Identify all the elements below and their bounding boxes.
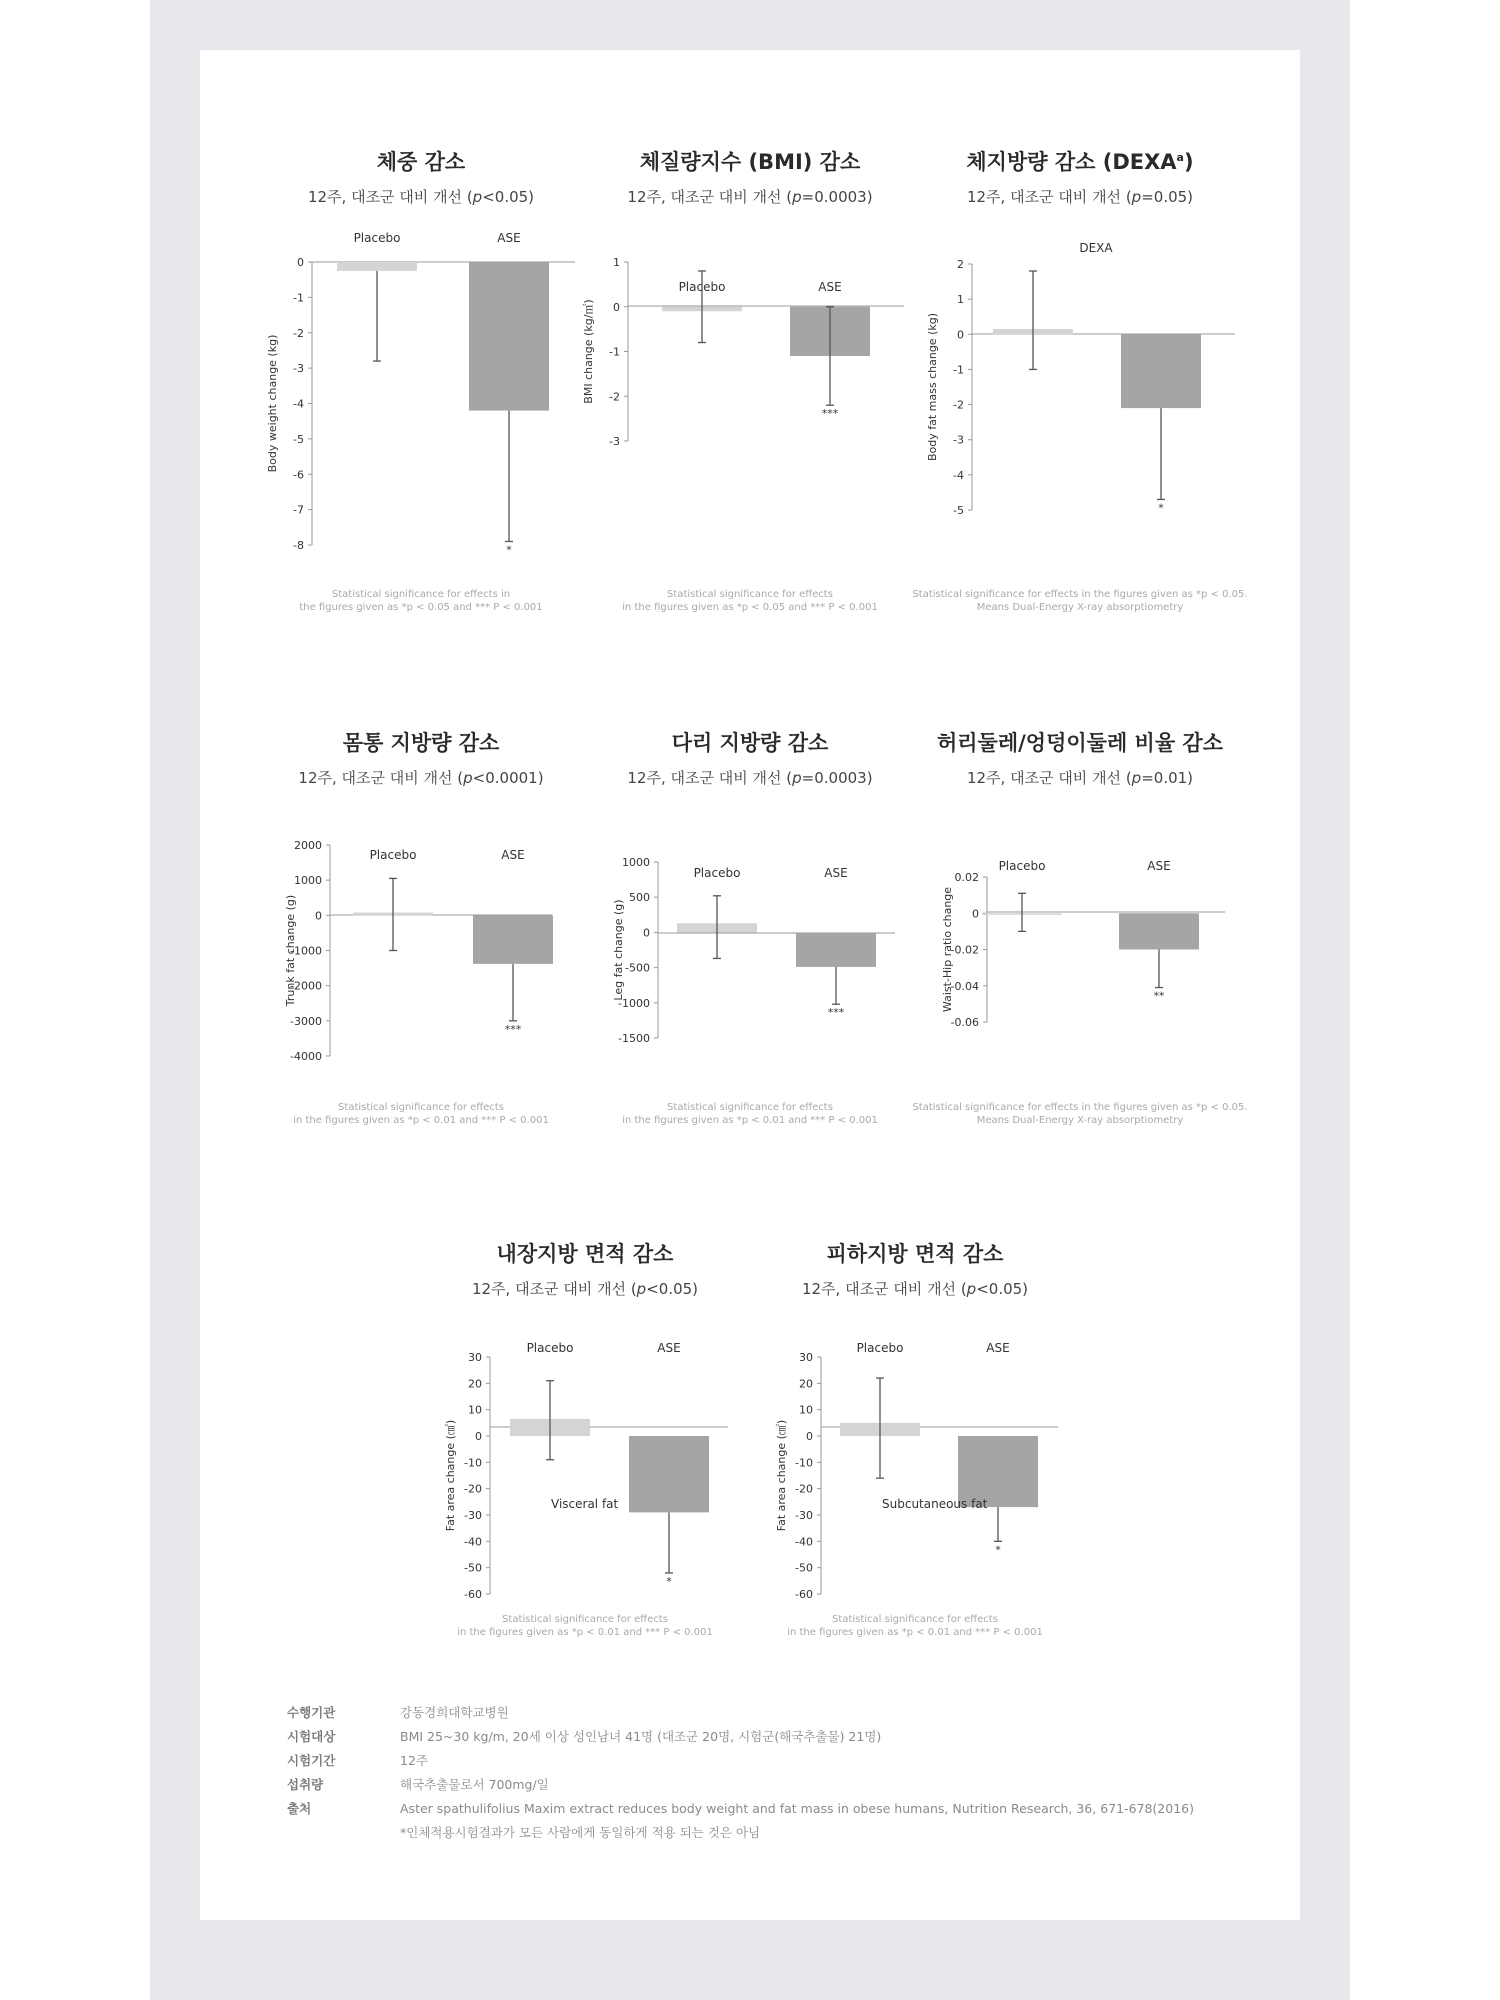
y-tick-label: 20 xyxy=(468,1377,482,1391)
y-tick-label: 10 xyxy=(799,1403,813,1417)
subtitle-p-symbol: p xyxy=(1131,188,1142,206)
footnote-line: Statistical significance for effects in the figures given as *p < 0.05. xyxy=(912,1102,1248,1113)
chart-subtitle xyxy=(880,767,1280,788)
category-label: ASE xyxy=(501,848,525,862)
bar-placebo xyxy=(337,262,417,271)
chart-subcutaneous xyxy=(775,1341,1058,1601)
info-label: 출처 xyxy=(287,1801,312,1816)
chart-subtitle xyxy=(715,1278,1115,1299)
chart-footnote xyxy=(910,588,1250,614)
subtitle-prefix: 12주, 대조군 대비 개선 ( xyxy=(298,769,464,787)
chart-title-text: 체중 감소 xyxy=(376,150,466,174)
category-label: Placebo xyxy=(856,1341,904,1355)
bar-ase xyxy=(469,262,549,411)
info-row-subjects xyxy=(287,1724,1194,1748)
y-tick-label: -1 xyxy=(609,345,620,359)
subtitle-suffix: <0.05) xyxy=(482,188,535,206)
subtitle-p-symbol: p xyxy=(636,1280,647,1298)
chart-bmi xyxy=(582,256,904,448)
y-tick-label: 10 xyxy=(468,1403,482,1417)
category-label: ASE xyxy=(824,866,848,880)
y-tick-label: -40 xyxy=(464,1535,482,1549)
y-tick-label: -5 xyxy=(953,504,964,517)
y-tick-label: -0.02 xyxy=(950,943,979,957)
category-label: Placebo xyxy=(678,280,726,294)
y-tick-label: -2 xyxy=(953,398,964,412)
y-tick-label: 0 xyxy=(806,1430,813,1443)
chart-footnote xyxy=(251,1101,591,1127)
chart-header-whr xyxy=(880,727,1280,788)
y-axis-label: Fat area change (㎠) xyxy=(775,1419,788,1532)
chart-subtitle xyxy=(880,186,1280,207)
chart-visceral xyxy=(444,1341,728,1601)
footnote-line: Statistical significance for effects xyxy=(338,1102,504,1113)
chart-title-text: 피하지방 면적 감소 xyxy=(826,1242,1004,1266)
y-tick-label: 0 xyxy=(475,1430,482,1443)
y-tick-label: -1500 xyxy=(618,1032,650,1045)
info-row-source xyxy=(287,1796,1194,1820)
y-axis-label: Fat area change (㎠) xyxy=(444,1419,457,1532)
subtitle-prefix: 12주, 대조군 대비 개선 ( xyxy=(966,769,1132,787)
footnote-line: Statistical significance for effects xyxy=(667,1102,833,1113)
footnote-line: in the figures given as *p < 0.01 and *** P < 0.001 xyxy=(622,1115,878,1126)
chart-whr xyxy=(941,859,1225,1029)
y-tick-label: -50 xyxy=(464,1561,482,1575)
y-tick-label: -2000 xyxy=(290,979,322,993)
bar-ase xyxy=(796,932,876,966)
category-label: ASE xyxy=(657,1341,681,1355)
y-tick-label: 1000 xyxy=(622,856,650,869)
y-axis-label: Leg fat change (g) xyxy=(612,899,625,1001)
footnote-line: Statistical significance for effects xyxy=(667,589,833,600)
chart-trunk xyxy=(284,839,553,1063)
bar-ase xyxy=(473,915,553,964)
subtitle-prefix: 12주, 대조군 대비 개선 ( xyxy=(801,1280,967,1298)
subtitle-suffix: =0.0003) xyxy=(801,188,873,206)
study-info-table xyxy=(287,1700,1194,1844)
y-tick-label: -10 xyxy=(464,1456,482,1470)
chart-title xyxy=(880,727,1280,757)
chart-annotation: Subcutaneous fat xyxy=(882,1497,988,1511)
y-tick-label: -8 xyxy=(293,539,304,552)
y-tick-label: -500 xyxy=(625,961,650,975)
chart-header-dexa xyxy=(880,146,1280,207)
subtitle-p-symbol: p xyxy=(463,769,473,787)
y-tick-label: -60 xyxy=(795,1588,813,1601)
chart-title-text: 체지방량 감소 (DEXA xyxy=(966,150,1177,174)
y-tick-label: 0 xyxy=(957,328,964,342)
significance-marker: ** xyxy=(1153,989,1165,1003)
subtitle-suffix: <0.0001) xyxy=(472,769,544,787)
subtitle-prefix: 12주, 대조군 대비 개선 ( xyxy=(307,188,473,206)
y-tick-label: 1 xyxy=(613,256,620,269)
bar-ase xyxy=(1121,334,1201,408)
info-value: 12주 xyxy=(400,1753,428,1768)
significance-marker: *** xyxy=(821,407,839,421)
subtitle-prefix: 12주, 대조군 대비 개선 ( xyxy=(627,188,793,206)
info-value: 강동경희대학교병원 xyxy=(400,1705,509,1720)
footnote-line: in the figures given as *p < 0.01 and *** P < 0.001 xyxy=(293,1115,549,1126)
y-axis-label: Trunk fat change (g) xyxy=(284,894,297,1007)
category-label: Placebo xyxy=(369,848,417,862)
category-label: ASE xyxy=(1147,859,1171,873)
y-tick-label: -20 xyxy=(464,1482,482,1496)
chart-annotation: Visceral fat xyxy=(551,1497,619,1511)
chart-title-text: 몸통 지방량 감소 xyxy=(342,731,500,755)
y-tick-label: 0 xyxy=(643,926,650,940)
y-tick-label: 1000 xyxy=(294,874,322,888)
info-row-period xyxy=(287,1748,1194,1772)
category-label: Placebo xyxy=(693,866,741,880)
subtitle-p-symbol: p xyxy=(792,188,802,206)
y-tick-label: -2 xyxy=(293,326,304,340)
category-label: Placebo xyxy=(353,231,401,245)
category-label: ASE xyxy=(986,1341,1010,1355)
info-label: 수행기관 xyxy=(287,1705,336,1720)
subtitle-p-symbol: p xyxy=(472,188,483,206)
y-tick-label: -2 xyxy=(609,390,620,404)
category-label: Placebo xyxy=(998,859,1046,873)
y-tick-label: -3000 xyxy=(290,1014,322,1028)
chart-footnote xyxy=(251,588,591,614)
y-axis-label: BMI change (kg/㎡) xyxy=(582,299,595,404)
significance-marker: * xyxy=(506,543,512,557)
significance-marker: *** xyxy=(504,1022,522,1036)
significance-marker: * xyxy=(995,1543,1001,1557)
subtitle-p-symbol: p xyxy=(1131,769,1142,787)
chart-leg xyxy=(612,856,895,1045)
y-axis-label: Body fat mass change (kg) xyxy=(926,312,939,462)
significance-marker: *** xyxy=(827,1006,845,1020)
info-row-dose xyxy=(287,1772,1194,1796)
subtitle-suffix: <0.05) xyxy=(646,1280,699,1298)
category-label: Placebo xyxy=(526,1341,574,1355)
bar-ase xyxy=(1119,913,1199,949)
footnote-line: Statistical significance for effects xyxy=(502,1614,668,1625)
info-label: 시험대상 xyxy=(287,1729,336,1744)
chart-annotation: DEXA xyxy=(1079,241,1113,255)
info-label: 섭취량 xyxy=(287,1777,324,1792)
chart-footnote xyxy=(910,1101,1250,1127)
subtitle-prefix: 12주, 대조군 대비 개선 ( xyxy=(966,188,1132,206)
footnote-line: Means Dual-Energy X-ray absorptiometry xyxy=(976,602,1184,613)
chart-title-end: ) xyxy=(1183,150,1194,174)
y-tick-label: 0 xyxy=(315,909,322,923)
category-label: ASE xyxy=(497,231,521,245)
y-tick-label: 0 xyxy=(613,300,620,314)
y-tick-label: -0.06 xyxy=(950,1016,979,1029)
y-tick-label: -30 xyxy=(795,1509,813,1522)
y-tick-label: 30 xyxy=(799,1351,813,1364)
bar-ase xyxy=(629,1436,709,1512)
subtitle-suffix: =0.01) xyxy=(1141,769,1194,787)
chart-footnote xyxy=(415,1613,755,1639)
y-tick-label: -3 xyxy=(953,433,964,447)
subtitle-prefix: 12주, 대조군 대비 개선 ( xyxy=(471,1280,637,1298)
chart-title-superscript: a xyxy=(1176,151,1184,164)
subtitle-suffix: <0.05) xyxy=(976,1280,1029,1298)
y-tick-label: -6 xyxy=(293,468,304,482)
y-tick-label: 0.02 xyxy=(954,871,979,884)
subtitle-prefix: 12주, 대조군 대비 개선 ( xyxy=(627,769,793,787)
y-tick-label: -3 xyxy=(609,435,620,448)
footnote-line: in the figures given as *p < 0.01 and *** P < 0.001 xyxy=(787,1627,1043,1638)
info-value: BMI 25~30 kg/m, 20세 이상 성인남녀 41명 (대조군 20명, 시험군(해국추출물) 21명) xyxy=(400,1729,882,1744)
footnote-line: Statistical significance for effects in xyxy=(331,589,511,600)
chart-title xyxy=(880,146,1280,176)
chart-title-text: 내장지방 면적 감소 xyxy=(496,1242,674,1266)
chart-footnote xyxy=(580,588,920,614)
y-tick-label: -7 xyxy=(293,503,304,517)
y-tick-label: -1 xyxy=(953,363,964,377)
y-tick-label: -4000 xyxy=(290,1050,322,1063)
chart-title-text: 허리둘레/엉덩이둘레 비율 감소 xyxy=(936,731,1223,755)
y-tick-label: 2 xyxy=(957,258,964,271)
y-tick-label: -5 xyxy=(293,432,304,446)
y-tick-label: -1 xyxy=(293,291,304,305)
chart-title xyxy=(715,1238,1115,1268)
y-tick-label: -20 xyxy=(795,1482,813,1496)
footnote-line: Statistical significance for effects in the figures given as *p < 0.05. xyxy=(912,589,1248,600)
y-axis-label: Body weight change (kg) xyxy=(266,334,279,473)
info-row-institution xyxy=(287,1700,1194,1724)
chart-title-text: 다리 지방량 감소 xyxy=(671,731,829,755)
y-tick-label: -4 xyxy=(293,397,304,411)
footnote-line: the figures given as *p < 0.05 and *** P < 0.001 xyxy=(299,602,543,613)
footnote-line: in the figures given as *p < 0.05 and *** P < 0.001 xyxy=(622,602,878,613)
y-tick-label: -40 xyxy=(795,1535,813,1549)
footnote-line: in the figures given as *p < 0.01 and *** P < 0.001 xyxy=(457,1627,713,1638)
y-tick-label: 500 xyxy=(629,891,650,905)
chart-footnote xyxy=(580,1101,920,1127)
y-tick-label: 1 xyxy=(957,293,964,307)
info-value: Aster spathulifolius Maxim extract reduces body weight and fat mass in obese humans, Nutrition Research, 36, 671-678(2016) xyxy=(400,1800,1194,1816)
info-value: 해국추출물로서 700mg/일 xyxy=(400,1777,549,1792)
chart-footnote xyxy=(745,1613,1085,1639)
chart-dexa xyxy=(926,241,1235,517)
subtitle-p-symbol: p xyxy=(966,1280,977,1298)
y-tick-label: -0.04 xyxy=(950,979,979,993)
significance-marker: * xyxy=(1158,501,1164,515)
y-tick-label: -50 xyxy=(795,1561,813,1575)
subtitle-suffix: =0.05) xyxy=(1141,188,1194,206)
y-tick-label: -30 xyxy=(464,1509,482,1522)
y-tick-label: 2000 xyxy=(294,839,322,852)
footnote-line: Means Dual-Energy X-ray absorptiometry xyxy=(976,1115,1184,1126)
footnote-line: Statistical significance for effects xyxy=(832,1614,998,1625)
chart-weight xyxy=(266,231,575,556)
y-tick-label: -60 xyxy=(464,1588,482,1601)
y-tick-label: 0 xyxy=(297,256,304,269)
chart-header-subcutaneous xyxy=(715,1238,1115,1299)
info-label: 시험기간 xyxy=(287,1753,336,1768)
y-tick-label: 20 xyxy=(799,1377,813,1391)
y-axis-label: Waist-Hip ratio change xyxy=(941,886,954,1013)
disclaimer-note: *인체적용시험결과가 모든 사람에게 동일하게 적용 되는 것은 아님 xyxy=(400,1825,761,1840)
significance-marker: * xyxy=(666,1574,672,1588)
y-tick-label: -10 xyxy=(795,1456,813,1470)
y-tick-label: -3 xyxy=(293,362,304,376)
subtitle-suffix: =0.0003) xyxy=(801,769,873,787)
y-tick-label: -1000 xyxy=(290,944,322,958)
category-label: ASE xyxy=(818,280,842,294)
y-tick-label: -4 xyxy=(953,468,964,482)
y-tick-label: 0 xyxy=(972,907,979,921)
y-tick-label: -1000 xyxy=(618,996,650,1010)
chart-title-text: 체질량지수 (BMI) 감소 xyxy=(639,150,861,174)
subtitle-p-symbol: p xyxy=(792,769,802,787)
y-tick-label: 30 xyxy=(468,1351,482,1364)
